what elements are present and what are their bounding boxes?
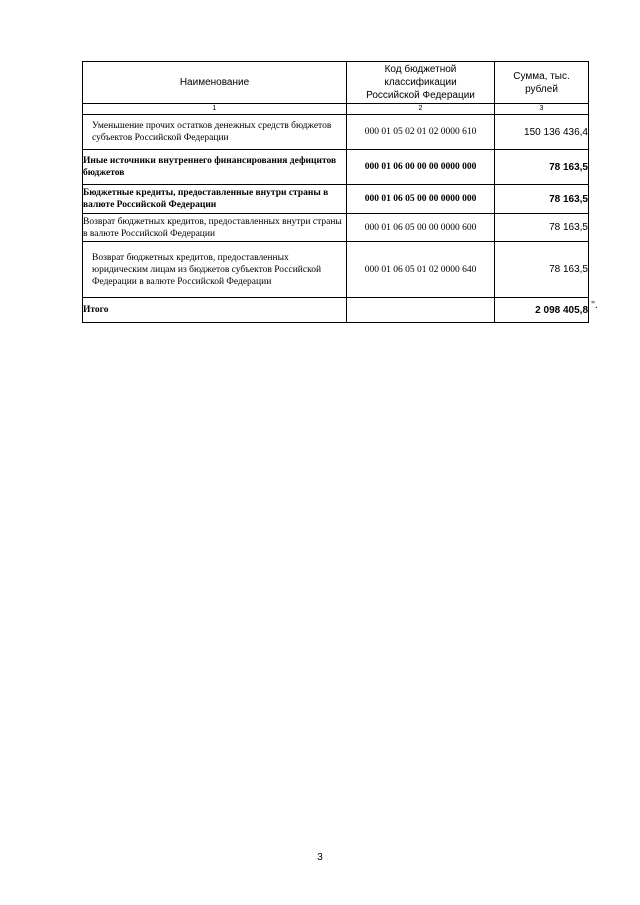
row-code: 000 01 06 00 00 00 0000 000	[347, 150, 495, 185]
row-sum: 78 163,5	[495, 150, 589, 185]
row-code: 000 01 06 05 00 00 0000 000	[347, 185, 495, 214]
total-name: Итого	[83, 298, 347, 323]
page-number: 3	[317, 852, 323, 863]
row-code: 000 01 05 02 01 02 0000 610	[347, 115, 495, 150]
row-sum: 78 163,5	[495, 242, 589, 298]
table-row	[83, 214, 589, 242]
row-sum: 78 163,5	[495, 214, 589, 242]
budget-sources-table	[82, 61, 589, 323]
row-name: Уменьшение прочих остатков денежных средств бюджетов субъектов Российской Федерации	[83, 115, 347, 150]
row-name: Возврат бюджетных кредитов, предоставленных внутри страны в валюте Российской Федерации	[83, 214, 347, 242]
row-name: Иные источники внутреннего финансирования дефицитов бюджетов	[83, 150, 347, 185]
total-code	[347, 298, 495, 323]
row-code: 000 01 06 05 00 00 0000 600	[347, 214, 495, 242]
row-code: 000 01 06 05 01 02 0000 640	[347, 242, 495, 298]
column-number: 1	[83, 104, 347, 115]
row-sum: 150 136 436,4	[495, 115, 589, 150]
table-row	[83, 115, 589, 150]
closing-quote-mark: ".	[591, 300, 598, 311]
total-sum: 2 098 405,8	[495, 298, 589, 323]
column-number: 3	[495, 104, 589, 115]
row-sum: 78 163,5	[495, 185, 589, 214]
header-name: Наименование	[83, 62, 347, 104]
table-row	[83, 242, 589, 298]
column-number: 2	[347, 104, 495, 115]
row-name: Бюджетные кредиты, предоставленные внутри страны в валюте Российской Федерации	[83, 185, 347, 214]
header-code: Код бюджетной классификации Российской Федерации	[347, 62, 495, 104]
header-row	[83, 62, 589, 104]
table-row	[83, 185, 589, 214]
total-row	[83, 298, 589, 323]
row-name: Возврат бюджетных кредитов, предоставленных юридическим лицам из бюджетов субъектов Российской Федерации в валюте Российской Федерации	[83, 242, 347, 298]
header-sum: Сумма, тыс. рублей	[495, 62, 589, 104]
column-number-row	[83, 104, 589, 115]
table-row	[83, 150, 589, 185]
